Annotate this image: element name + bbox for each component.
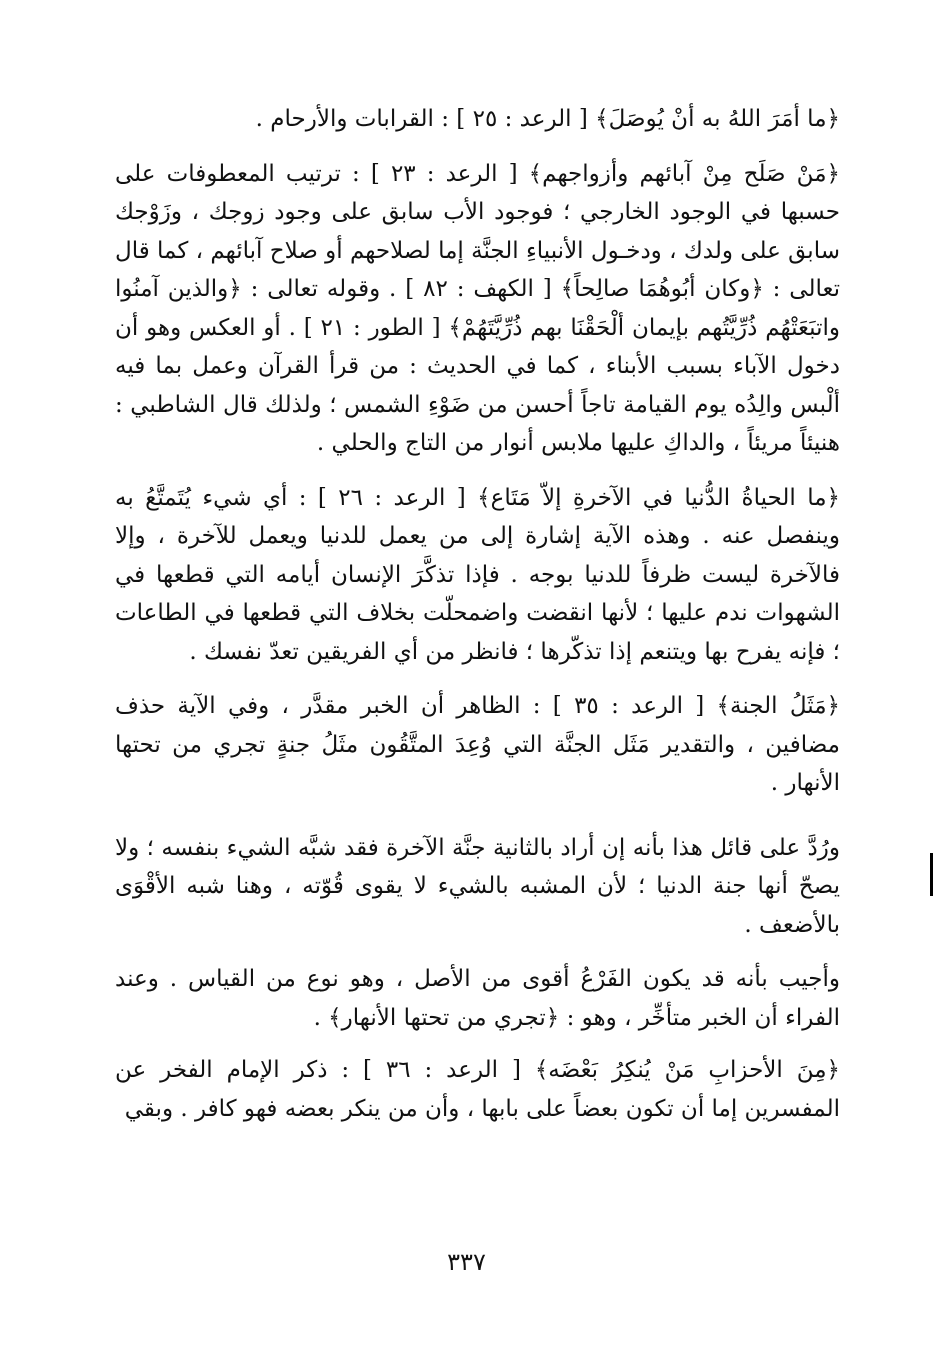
- page-number: ٣٣٧: [447, 1248, 486, 1276]
- paragraph-3: ﴿ما الحياةُ الدُّنيا في الآخرةِ إلاّ مَتَاع﴾ [ الرعد : ٢٦ ] : أي شيء يُتَمتَّعُ به وينفصل عنه . وهذه الآية إشارة إلى من يعمل للدنيا ويعمل للآخرة ، وإلا فالآخرة ليست ظرفاً للدنيا بوجه . فإذا تذكَّرَ الإنسان أيامه التي قطعها في الشهوات ندم عليها ؛ لأنها انقضت واضمحلّت بخلاف التي قطعها في الطاعات ؛ فإنه يفرح بها ويتنعم إذا تذكّرها ؛ فانظر من أي الفريقين تعدّ نفسك .: [115, 484, 840, 665]
- paragraph-4: ﴿مَثَلُ الجنة﴾ [ الرعد : ٣٥ ] : الظاهر أن الخبر مقدَّر ، وفي الآية حذف مضافين ، والتقدير مَثَل الجنَّة التي وُعِدَ المتَّقُون مثَلُ جنةٍ تجري من تحتها الأنهار .: [115, 693, 840, 796]
- paragraph-5: ورُدَّ على قائل هذا بأنه إن أراد بالثانية جنَّة الآخرة فقد شبَّه الشيء بنفسه ؛ ولا يصحّ أنها جنة الدنيا ؛ لأن المشبه بالشيء لا يقوى قُوّته ، وهنا شبه الأقْوَى بالأضعف .: [115, 834, 840, 938]
- paragraph-7: ﴿مِنَ الأحزابِ مَنْ يُنكِرُ بَعْضَه﴾ [ الرعد : ٣٦ ] : ذكر الإمام الفخر عن المفسرين إما أن تكون بعضاً على بابها ، وأن من ينكر بعضه فهو كافر . وبقي: [115, 1057, 840, 1122]
- paragraph-1: ﴿ما أمَرَ اللهُ به أنْ يُوصَلَ﴾ [ الرعد : ٢٥ ] : القرابات والأرحام .: [255, 106, 840, 132]
- page-body: [115, 100, 840, 1128]
- paragraph-2: ﴿مَنْ صَلَح مِنْ آبائهم وأزواجهم﴾ [ الرعد : ٢٣ ] : ترتيب المعطوفات على حسبها في الوجود الخارجي ؛ فوجود الأب سابق على وجود زوجك ، وزَوْجك سابق على ولدك ، ودخـول الأنبياءِ الجنَّة إما لصلاحهم أو صلاح آبائهم ، كما قال تعالى : ﴿وكان أبُوهُمَا صالِحاً﴾ [ الكهف : ٨٢ ] . وقوله تعالى : ﴿والذين آمنُوا واتبَعَتْهُم ذُرِّيَّتُهم بإيمان ألْحَقْنَا بهم ذُرِّيَّتَهُمْ﴾ [ الطور : ٢١ ] . أو العكس وهو أن دخول الآباء بسبب الأبناء ، كما في الحديث : من قرأ القرآن وعمل بما فيه ألْبس والِدُه يوم القيامة تاجاً أحسن من ضَوْءِ الشمس ؛ ولذلك قال الشاطبي : هنيئاً مريئاً ، والداكِ عليها ملابس أنوار من التاج والحلي .: [115, 160, 840, 456]
- paragraph-6: وأجيب بأنه قد يكون الفَرْعُ أقوى من الأصل ، وهو نوع من القياس . وعند الفراء أن الخبر متأخِّر ، وهو : ﴿تجري من تحتها الأنهار﴾ .: [115, 966, 840, 1031]
